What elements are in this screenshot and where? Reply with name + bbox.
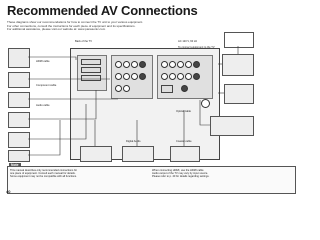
note-line: Please refer to p. 40 for details regarding settings. <box>152 175 210 179</box>
cable-label: HDMI cable <box>36 60 50 63</box>
note-line: This manual describes only recommended connections for <box>10 169 78 172</box>
page-title: Recommended AV Connections <box>7 3 198 18</box>
note-line: Some equipment may not be compatible with all functions. <box>10 175 77 179</box>
notes-right <box>152 169 288 178</box>
intro-line: For additional assistance, please visit our website at: www.panasonic.com <box>7 27 106 32</box>
intro-line: For other connections, consult the instructions for each piece of equipment and its specifications. <box>7 23 136 28</box>
notes-left <box>10 169 146 178</box>
tv-back-label: Back of the TV <box>75 40 92 43</box>
ac-outlet-label: AC 120 V, 60 Hz <box>178 40 198 43</box>
intro-line: These diagrams show our recommendations for how to connect the TV unit to your various equipment. <box>7 20 144 24</box>
notes-title: Note <box>11 163 19 167</box>
note-line: Audio output of the TV may vary by input source. <box>152 172 209 176</box>
cable-label: Optical cable <box>176 110 191 113</box>
cable-label: Component cable <box>36 84 57 87</box>
note-line: one piece of equipment. Consult each manual for details. <box>10 172 76 176</box>
connect-note: To connect equipment to the TV <box>178 46 215 49</box>
cable-label: Audio cable <box>36 104 50 107</box>
note-line: When connecting HDMI, use the HDMI cable <box>152 169 204 172</box>
cable-label: Digital Audio <box>126 140 141 143</box>
cable-label: Coaxial cable <box>176 140 192 143</box>
page-number: 40 <box>6 189 11 194</box>
